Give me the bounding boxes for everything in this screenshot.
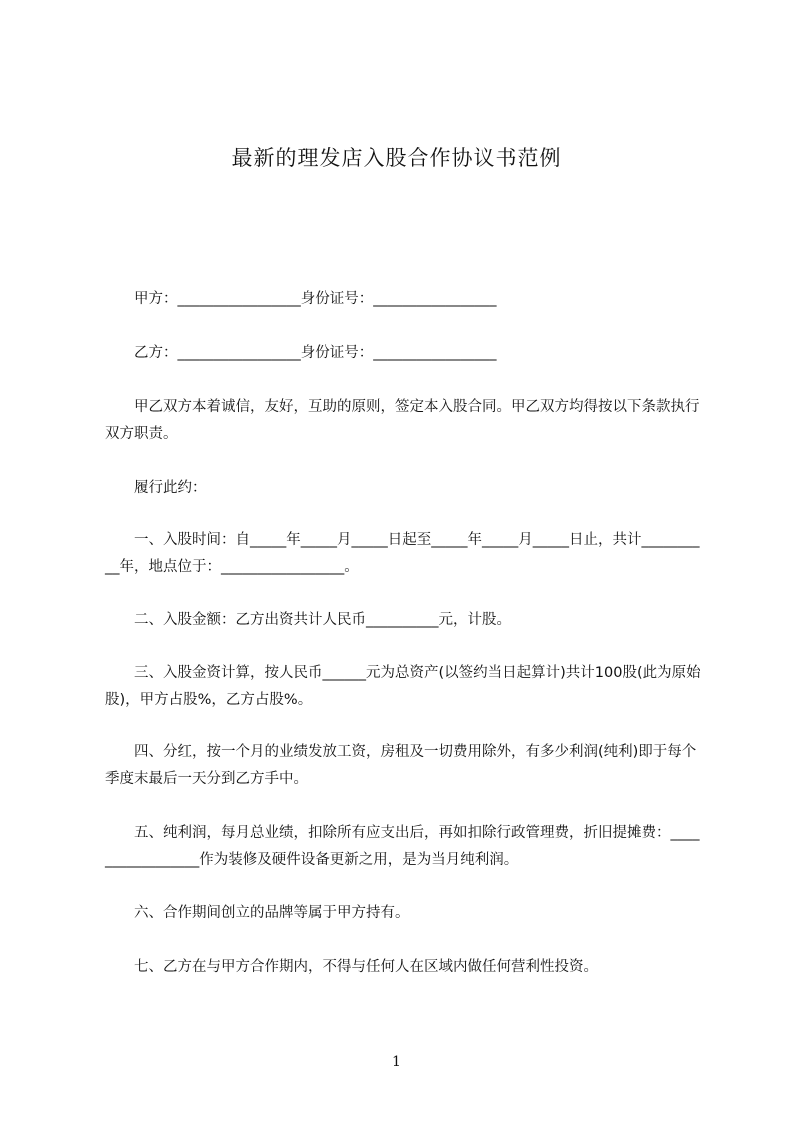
clause-6-brand-ownership: 六、合作期间创立的品牌等属于甲方持有。 — [105, 905, 410, 921]
clause-1-investment-time: 一、入股时间：自_____年_____月_____日起至_____年_____月_____日止，共计__________年，地点位于：_________________。 — [105, 532, 700, 575]
document-title: 最新的理发店入股合作协议书范例 — [231, 146, 562, 170]
clause-4-dividend: 四、分红，按一个月的业绩发放工资，房租及一切费用除外，有多少利润(纯利)即于每个季度末最后一天分到乙方手中。 — [105, 744, 697, 787]
clause-5-net-profit: 五、纯利润，每月总业绩，扣除所有应支出后，再如扣除行政管理费，折旧提摊费：_________________作为装修及硬件设备更新之用，是为当月纯利润。 — [105, 825, 700, 868]
party-a-line: 甲方：_________________身份证号：_________________ — [105, 291, 497, 307]
clause-3-capital-calculation: 三、入股金资计算，按人民币______元为总资产(以签约当日起算计)共计100股(此为原始股)，甲方占股%，乙方占股%。 — [105, 665, 701, 708]
party-b-line: 乙方：_________________身份证号：_________________ — [105, 345, 497, 361]
intro-paragraph: 甲乙双方本着诚信，友好，互助的原则，签定本入股合同。甲乙双方均得按以下条款执行双方职责。 — [105, 399, 700, 442]
clause-7-non-compete: 七、乙方在与甲方合作期内，不得与任何人在区域内做任何营利性投资。 — [105, 959, 598, 975]
fulfillment-heading: 履行此约： — [105, 480, 207, 496]
clause-2-investment-amount: 二、入股金额：乙方出资共计人民币__________元，计股。 — [105, 612, 511, 628]
page-number: 1 — [392, 1054, 401, 1070]
